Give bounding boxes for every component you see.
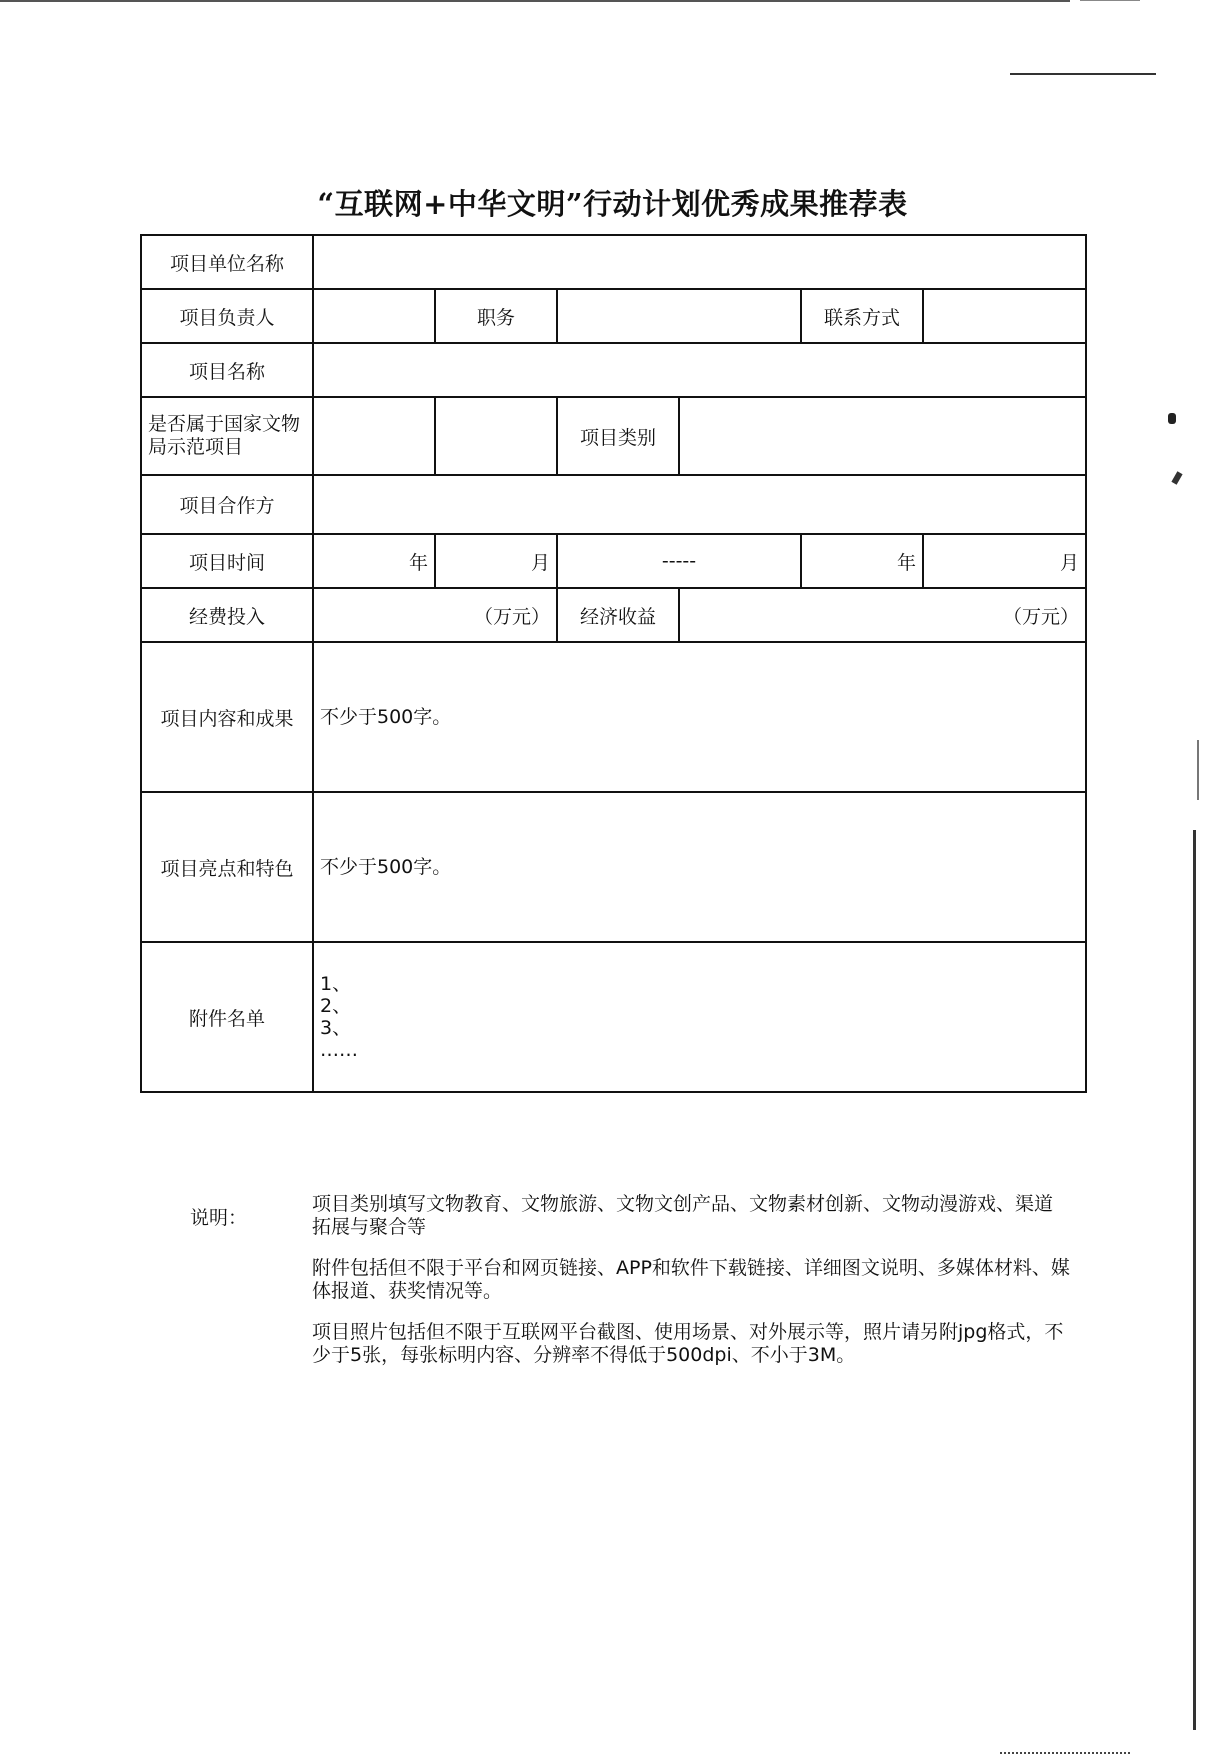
form-row-unit <box>141 235 1086 289</box>
income-field[interactable]: （万元） <box>679 588 1086 642</box>
form-row-project-name <box>141 343 1086 397</box>
scan-mark <box>996 73 1156 75</box>
form-row-attachments <box>141 942 1086 1092</box>
demo-project-label: 是否属于国家文物局示范项目 <box>141 397 313 475</box>
scan-edge-line <box>1197 740 1199 800</box>
note-item: 项目类别填写文物教育、文物旅游、文物文创产品、文物素材创新、文物动漫游戏、渠道拓展与聚合等 <box>312 1193 1054 1238</box>
unit-name-label: 项目单位名称 <box>141 235 313 289</box>
unit-name-field[interactable] <box>313 235 1086 289</box>
investment-label: 经费投入 <box>141 588 313 642</box>
position-label: 职务 <box>435 289 557 343</box>
investment-field[interactable]: （万元） <box>313 588 557 642</box>
highlights-field[interactable]: 不少于500字。 <box>313 792 1086 942</box>
scan-edge-line <box>0 0 1070 2</box>
form-row-time <box>141 534 1086 588</box>
form-row-content <box>141 642 1086 792</box>
notes-list <box>312 1193 1070 1385</box>
leader-field[interactable] <box>313 289 435 343</box>
date-separator: ----- <box>557 534 801 588</box>
attachments-field[interactable] <box>313 942 1086 1092</box>
recommendation-form-table <box>140 234 1087 1093</box>
form-row-finance <box>141 588 1086 642</box>
partner-label: 项目合作方 <box>141 475 313 534</box>
note-item: 附件包括但不限于平台和网页链接、APP和软件下载链接、详细图文说明、多媒体材料、媒体报道、获奖情况等。 <box>312 1257 1070 1302</box>
form-row-highlights <box>141 792 1086 942</box>
demo-project-field-b[interactable] <box>435 397 557 475</box>
contact-label: 联系方式 <box>801 289 923 343</box>
attachment-item: 2、 <box>320 995 352 1017</box>
attachment-item: …… <box>320 1039 358 1061</box>
attachment-item: 1、 <box>320 973 352 995</box>
form-row-demo-category <box>141 397 1086 475</box>
category-field[interactable] <box>679 397 1086 475</box>
start-month-field[interactable]: 月 <box>435 534 557 588</box>
scan-edge-line <box>1000 1752 1130 1756</box>
leader-label: 项目负责人 <box>141 289 313 343</box>
attachment-item: 3、 <box>320 1017 352 1039</box>
project-name-label: 项目名称 <box>141 343 313 397</box>
scan-edge-line <box>1080 0 1140 1</box>
notes-label: 说明： <box>190 1207 248 1229</box>
contact-field[interactable] <box>923 289 1086 343</box>
content-field[interactable]: 不少于500字。 <box>313 642 1086 792</box>
end-month-field[interactable]: 月 <box>923 534 1086 588</box>
note-item: 项目照片包括但不限于互联网平台截图、使用场景、对外展示等，照片请另附jpg格式，不少于5张，每张标明内容、分辨率不得低于500dpi、不小于3M。 <box>312 1321 1064 1366</box>
scan-speck <box>1171 471 1182 484</box>
scan-speck <box>1168 413 1176 424</box>
start-year-field[interactable]: 年 <box>313 534 435 588</box>
end-year-field[interactable]: 年 <box>801 534 923 588</box>
partner-field[interactable] <box>313 475 1086 534</box>
form-row-partner <box>141 475 1086 534</box>
time-label: 项目时间 <box>141 534 313 588</box>
page-title: “互联网+中华文明”行动计划优秀成果推荐表 <box>317 187 908 221</box>
project-name-field[interactable] <box>313 343 1086 397</box>
category-label: 项目类别 <box>557 397 679 475</box>
scan-edge-line <box>1193 830 1196 1730</box>
attachments-label: 附件名单 <box>141 942 313 1092</box>
demo-project-field-a[interactable] <box>313 397 435 475</box>
form-row-leader <box>141 289 1086 343</box>
content-label: 项目内容和成果 <box>141 642 313 792</box>
highlights-label: 项目亮点和特色 <box>141 792 313 942</box>
scan-mark <box>996 73 1010 76</box>
income-label: 经济收益 <box>557 588 679 642</box>
position-field[interactable] <box>557 289 801 343</box>
